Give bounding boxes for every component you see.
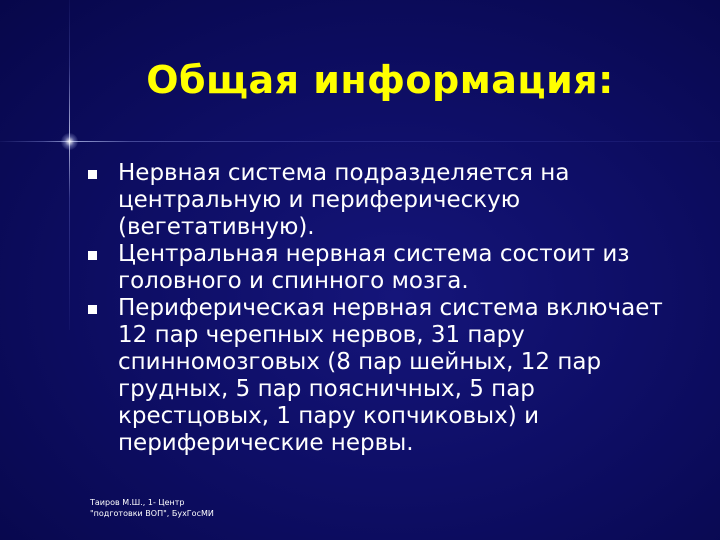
bullet-item: [88, 241, 688, 295]
bullet-item: [88, 295, 688, 457]
bullet-item: [88, 160, 688, 241]
footer-line-2: "подготовки ВОП", БухГосМИ: [90, 509, 214, 518]
bullet-text: Периферическая нервная система включает 12 пар черепных нервов, 31 пару спинномозговых (8 пар шейных, 12 пар грудных, 5 пар поясничных, 5 пар крестцовых, 1 пару копчиковых) и периферические нервы.: [118, 295, 663, 456]
sparkle-horizontal-line: [0, 141, 720, 142]
square-bullet-icon: [88, 251, 97, 260]
bullet-text: Центральная нервная система состоит из головного и спинного мозга.: [118, 241, 630, 294]
footer-credit: [90, 497, 214, 519]
sparkle-star-icon: [61, 133, 78, 150]
square-bullet-icon: [88, 305, 97, 314]
footer-line-1: Таиров М.Ш., 1- Центр: [90, 498, 185, 507]
slide-title: Общая информация:: [146, 58, 614, 102]
bullet-list: [88, 160, 688, 457]
bullet-text: Нервная система подразделяется на центральную и периферическую (вегетативную).: [118, 160, 570, 240]
sparkle-vertical-line: [69, 0, 70, 330]
square-bullet-icon: [88, 170, 97, 179]
